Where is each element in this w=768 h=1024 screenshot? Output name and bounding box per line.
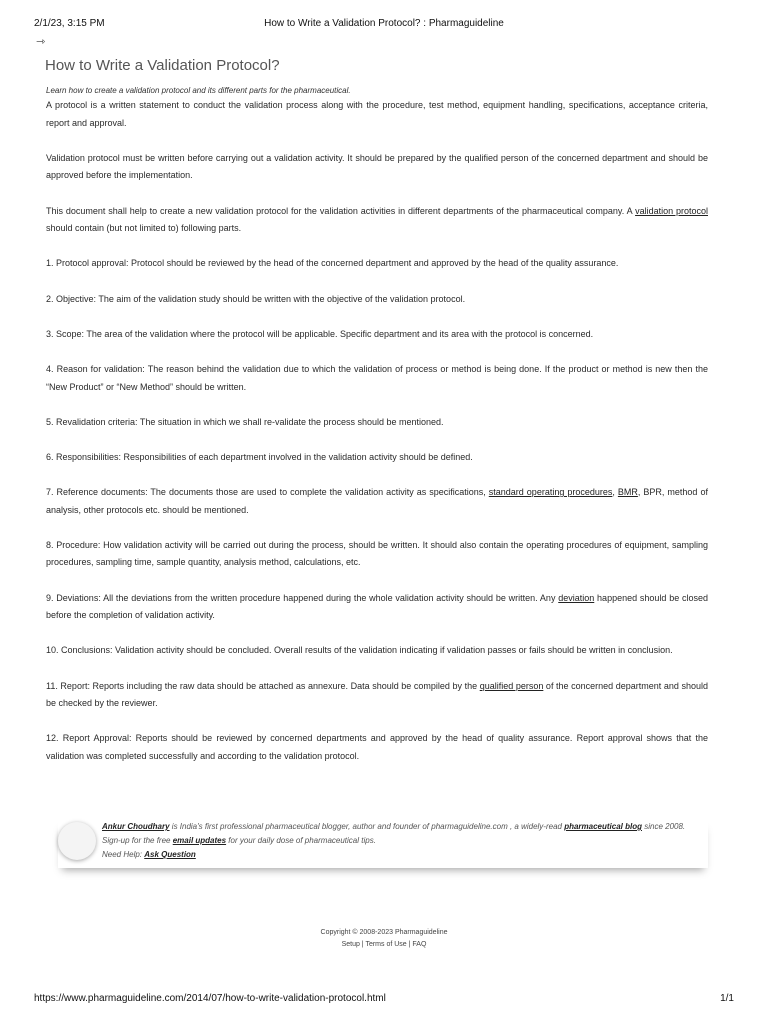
faq-link[interactable]: FAQ (412, 941, 427, 948)
item-reason-for-validation: 4. Reason for validation: The reason behind the validation due to which the validation of process or method is being done. If the product or method is new then the “New Product” or “New Method” should be written. (46, 363, 708, 392)
print-footer-page-number: 1/1 (720, 993, 734, 1004)
paragraph-text: 9. Deviations: All the deviations from the written procedure happened during the whole validation activity should be written. Any (46, 592, 559, 603)
item-objective: 2. Objective: The aim of the validation study should be written with the objective of the validation protocol. (46, 293, 466, 304)
page-title: How to Write a Validation Protocol? (45, 57, 280, 74)
arrow-icon: ⇾ (36, 36, 46, 48)
validation-protocol-link[interactable]: validation protocol (635, 205, 708, 216)
paragraph-text: of the concerned department and should be checked by the reviewer. (46, 680, 708, 709)
footer-links (0, 941, 768, 948)
item-conclusions: 10. Conclusions: Validation activity should be concluded. Overall results of the validation indicating if validation passes or fails should be written in conclusion. (46, 645, 673, 656)
sop-link[interactable]: standard operating procedures (488, 487, 613, 498)
author-box (58, 820, 708, 868)
paragraph-text: should contain (but not limited to) following parts. (46, 223, 242, 234)
item-scope: 3. Scope: The area of the validation where the protocol will be applicable. Specific department and its area with the protocol is concerned. (46, 328, 594, 339)
deviation-link[interactable]: deviation (558, 592, 595, 603)
paragraph-intro: A protocol is a written statement to conduct the validation process along with the procedure, test method, equipment handling, specifications, acceptance criteria, report and approval. (46, 100, 708, 128)
pharmaceutical-blog-link[interactable]: pharmaceutical blog (564, 822, 642, 831)
paragraph-text: This document shall help to create a new validation protocol for the validation activities in different departments of the pharmaceutical company. A (46, 205, 636, 216)
paragraph-text: happened should be closed before the completion of validation activity. (46, 592, 709, 621)
item-deviations (46, 590, 708, 625)
author-bio-text: is India's first professional pharmaceutical blogger, author and founder of pharmaguideline.com , a widely-read (169, 822, 565, 831)
paragraph-document-help (46, 203, 708, 238)
need-help-label: Need Help: (102, 850, 145, 859)
author-bio-text: for your daily dose of pharmaceutical tips. (226, 836, 376, 845)
item-procedure: 8. Procedure: How validation activity will be carried out during the process, should be written. It should also contain the operating procedures of equipment, sampling procedures, sampling time, sample quantity, analysis method, calculations, etc. (46, 539, 708, 568)
footer-separator: | (406, 941, 413, 948)
item-revalidation-criteria: 5. Revalidation criteria: The situation in which we shall re-validate the process should be mentioned. (46, 416, 444, 427)
author-bio (102, 820, 702, 862)
footer-separator: | (359, 941, 366, 948)
print-header-title: How to Write a Validation Protocol? : Pharmaguideline (264, 18, 504, 29)
paragraph-validation-protocol: Validation protocol must be written before carrying out a validation activity. It should be prepared by the qualified person of the concerned department and should be approved before the implementation. (46, 152, 708, 181)
article-lead: Learn how to create a validation protocol and its different parts for the pharmaceutical. (46, 86, 351, 95)
item-protocol-approval: 1. Protocol approval: Protocol should be reviewed by the head of the concerned department and approved by the head of the quality assurance. (46, 258, 619, 269)
ask-question-link[interactable]: Ask Question (144, 850, 196, 859)
terms-of-use-link[interactable]: Terms of Use (365, 941, 407, 948)
setup-link[interactable]: Setup (341, 941, 360, 948)
paragraph-text: 7. Reference documents: The documents those are used to complete the validation activity as specifications, (46, 487, 489, 498)
paragraph-text: , BPR, method of analysis, other protocols etc. should be mentioned. (46, 487, 708, 515)
item-report-approval: 12. Report Approval: Reports should be reviewed by concerned departments and approved by the head of quality assurance. Report approval shows that the validation was completed successfully and according to the validation protocol. (46, 733, 708, 761)
item-report (46, 678, 708, 713)
avatar (58, 822, 96, 860)
author-name-link[interactable]: Ankur Choudhary (102, 822, 170, 831)
email-updates-link[interactable]: email updates (172, 836, 227, 845)
bmr-link[interactable]: BMR (617, 487, 638, 498)
qualified-person-link[interactable]: qualified person (479, 680, 544, 691)
footer-copyright: Copyright © 2008-2023 Pharmaguideline (320, 929, 448, 936)
item-reference-documents (46, 484, 708, 519)
item-responsibilities: 6. Responsibilities: Responsibilities of each department involved in the validation activity should be defined. (46, 451, 473, 462)
article-body (46, 85, 708, 766)
print-footer-url: https://www.pharmaguideline.com/2014/07/how-to-write-validation-protocol.html (34, 993, 386, 1004)
print-header-datetime: 2/1/23, 3:15 PM (34, 18, 105, 29)
paragraph-text: 11. Report: Reports including the raw data should be attached as annexure. Data should be compiled by the (46, 680, 480, 691)
author-bio-text: since 2008. Sign-up for the free (102, 822, 686, 845)
paragraph-text: , (612, 487, 618, 498)
